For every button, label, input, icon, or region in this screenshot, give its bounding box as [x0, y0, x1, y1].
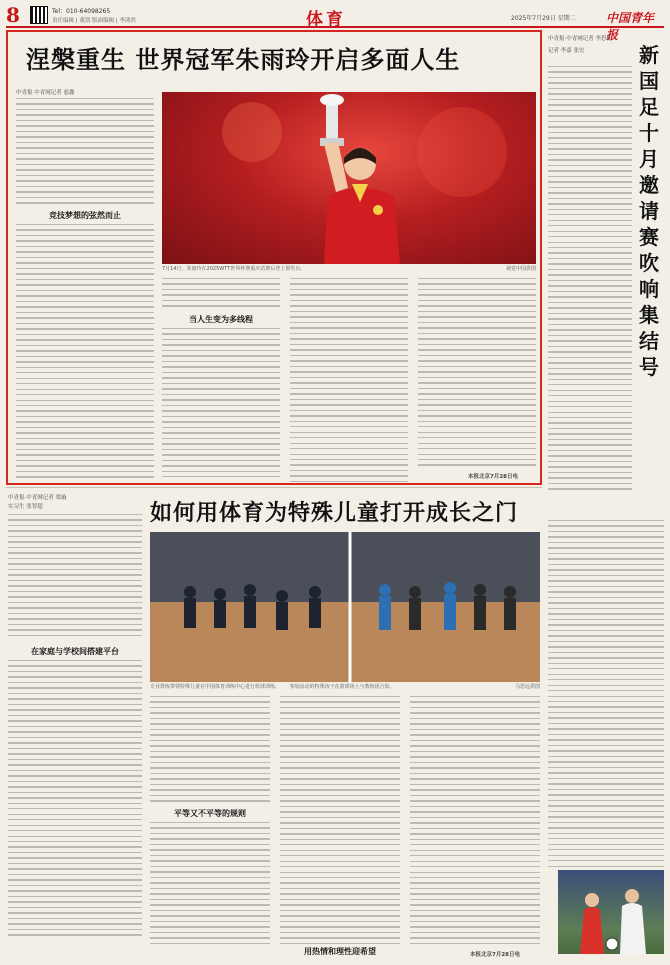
main-text-column-4	[418, 278, 536, 470]
main-photo-caption	[162, 266, 536, 273]
lower-article-byline-1: 中青报·中青网记者 梁璇	[8, 495, 67, 501]
lower-text-column-1	[8, 514, 142, 640]
lower-photo-captions	[150, 684, 540, 691]
main-text-column-2	[162, 278, 280, 311]
newspaper-logo: 中国青年报	[606, 11, 655, 42]
lower-text-column-2b	[150, 822, 270, 948]
lower-photo-caption-right: 参加活动的特殊孩子在篮球场上与教练团合影。	[289, 684, 395, 690]
main-article-byline: 中青报·中青网记者 慈鑫	[16, 90, 75, 96]
lower-article-byline-2: 实习生 张智超	[8, 504, 43, 510]
lower-text-column-3	[280, 696, 400, 948]
lower-text-column-1b	[8, 660, 142, 940]
right-text-upper	[548, 66, 632, 494]
right-article	[548, 30, 666, 965]
page-number: 8	[6, 3, 20, 27]
section-title: 体育	[306, 10, 346, 30]
lower-text-column-2	[150, 696, 270, 806]
right-article-headline: 新国足十月邀请赛吹响集结号	[639, 43, 659, 379]
main-article	[6, 30, 542, 485]
telephone-line: Tel：010-64098265	[52, 8, 111, 15]
main-text-column-1b	[16, 224, 154, 482]
lower-subhead-1: 在家庭与学校间搭建平台	[31, 647, 119, 656]
main-text-column-2b	[162, 328, 280, 482]
children-basketball-illustration	[150, 532, 540, 682]
main-photo-caption-text: 7月14日，朱雨玲在2025WTT世界杯赛重庆站赛后登上领奖台。	[162, 266, 306, 272]
main-text-column-1	[16, 98, 154, 208]
main-text-column-3	[290, 278, 408, 486]
lower-subhead-3: 用热情和理性迎希望	[304, 947, 376, 956]
soccer-players-illustration	[558, 870, 664, 954]
lower-text-column-4	[410, 696, 540, 948]
lower-photo-caption-left: 专业教练带领特殊儿童在中国体育训练中心进行篮球训练。	[150, 684, 281, 690]
right-article-byline-2: 记者 李嘉 张宏	[548, 48, 585, 54]
editors-line: 责任编辑 | 董凯 版面编辑 | 李鸿然	[52, 18, 136, 24]
main-subhead-2: 当人生变为多线程	[189, 315, 253, 324]
main-photo	[162, 92, 536, 264]
section-divider	[6, 487, 542, 488]
right-article-byline-1: 中青报·中青网记者 李思佳	[548, 36, 612, 42]
issue-date: 2025年7月29日 星期二	[511, 15, 576, 22]
lower-subhead-2: 平等又不平等的规则	[174, 809, 246, 818]
qr-code-icon	[30, 6, 48, 24]
lower-article-end-note: 本报北京7月28日电	[470, 952, 520, 958]
right-text-full	[548, 520, 664, 871]
lower-article-headline: 如何用体育为特殊儿童打开成长之门	[150, 500, 519, 526]
main-article-headline: 涅槃重生 世界冠军朱雨玲开启多面人生	[26, 45, 461, 74]
soccer-photo	[558, 870, 664, 954]
main-subhead-1: 竞技梦想的弦然而止	[49, 211, 121, 220]
main-photo-credit: 视觉中国供图	[505, 266, 536, 272]
lower-photo-credit: 马思远供图	[514, 684, 540, 690]
main-article-end-note: 本报北京7月28日电	[468, 474, 518, 480]
lower-photo	[150, 532, 540, 682]
player-with-trophy-illustration	[162, 92, 536, 264]
